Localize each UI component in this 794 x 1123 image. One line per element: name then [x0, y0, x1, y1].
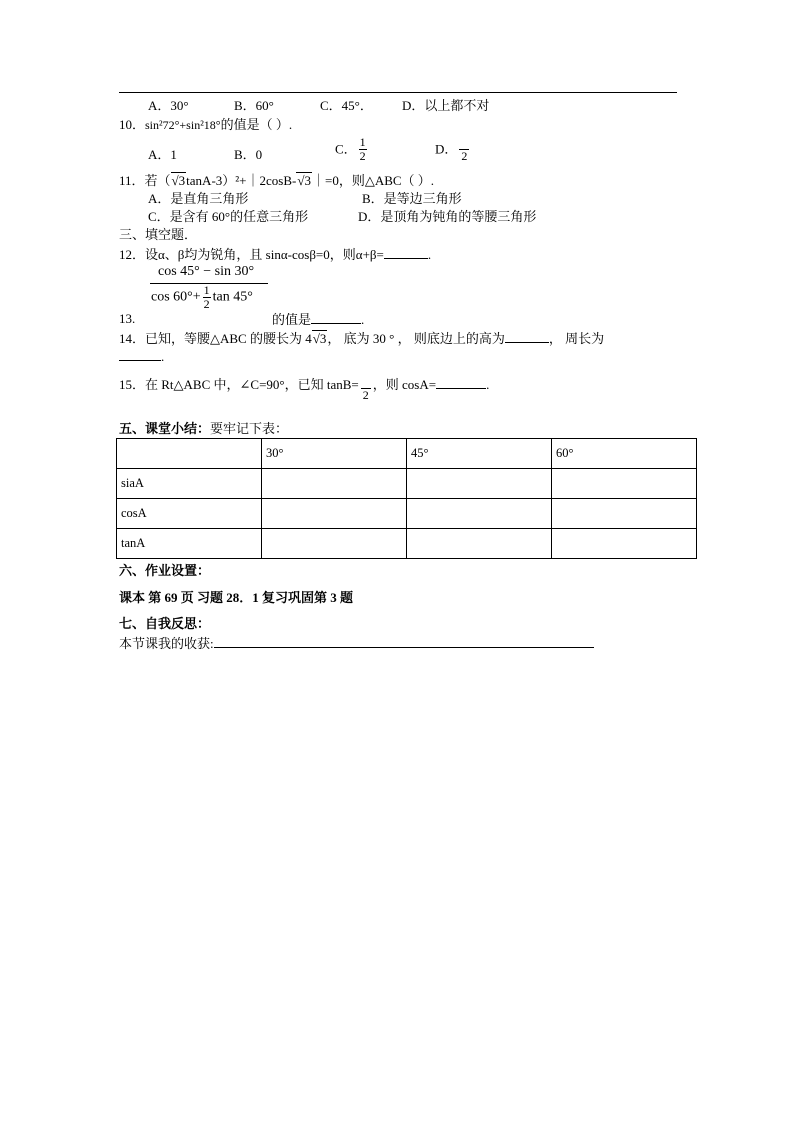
q14-part-3: ， 周长为: [548, 331, 605, 346]
section-7-heading: 七、自我反思：: [119, 616, 211, 631]
section-5-text: 要牢记下表：: [210, 421, 289, 436]
q11-option-b: B．是等边三角形: [362, 191, 462, 206]
section-5-heading: [119, 421, 288, 437]
q14-line-2: [119, 348, 164, 365]
q14-part-2: ， 底为 30 ° ， 则底边上的高为: [327, 331, 505, 346]
q11-part-2: ｜=0，则△ABC（ ）.: [311, 173, 435, 188]
q13-answer-blank[interactable]: [311, 311, 361, 324]
table-row: [117, 529, 697, 559]
q14-part-1: 14．已知，等腰△ABC 的腰长为 4: [119, 331, 312, 346]
q11-option-d: D．是顶角为钝角的等腰三角形: [358, 209, 537, 224]
reflection-blank[interactable]: [214, 635, 594, 648]
table-cell[interactable]: [407, 469, 552, 499]
q11-sqrt-2: √3: [297, 173, 311, 188]
table-cell[interactable]: [407, 529, 552, 559]
section-3-heading: 三、填空题．: [119, 227, 198, 242]
reflection-label: 本节课我的收获:: [119, 636, 214, 651]
q10-number: 10．: [119, 117, 146, 132]
q15-part-2: ，则 cosA=: [372, 377, 437, 392]
q13-numerator: cos 45° − sin 30°: [158, 264, 255, 279]
q11-option-c: C．是含有 60°的任意三角形: [148, 209, 309, 224]
q13-den-fraction: [203, 284, 211, 311]
q13-den-frac-num: 1: [203, 283, 210, 297]
q15-answer-blank[interactable]: [436, 376, 486, 389]
q11-sqrt-1: √3: [171, 173, 186, 188]
table-row: [117, 469, 697, 499]
table-row-label: siaA: [117, 469, 262, 499]
table-cell[interactable]: [262, 469, 407, 499]
table-cell[interactable]: [407, 499, 552, 529]
q9-option-a: A．30°: [148, 98, 189, 113]
q10-c-denominator: 2: [359, 149, 366, 163]
q13-text-label: 的值是: [272, 312, 312, 327]
table-cell[interactable]: [262, 529, 407, 559]
table-header-row: [117, 439, 697, 469]
summary-table: [116, 438, 697, 559]
q10-text: 的值是（ ）.: [220, 117, 293, 132]
q11-part-1: tanA-3）²+｜2cosB-: [186, 173, 297, 188]
q10-option-c: [335, 136, 369, 163]
table-header-cell: 60°: [552, 439, 697, 469]
q13-denominator: [151, 284, 253, 311]
q15-frac-num: [361, 375, 371, 389]
table-header-cell: 45°: [407, 439, 552, 469]
q10-c-numerator: 1: [359, 135, 366, 149]
table-header-cell: [117, 439, 262, 469]
table-cell[interactable]: [552, 469, 697, 499]
q15-part-1: 15．在 Rt△ABC 中，∠C=90°，已知 tanB=: [119, 377, 359, 392]
q14-sqrt-value: 3: [319, 331, 327, 346]
section-6-heading: 六、作业设置：: [119, 563, 211, 578]
q13-den-b: tan 45°: [212, 289, 253, 305]
q9-option-b: B．60°: [234, 98, 274, 113]
question-10: [119, 117, 292, 133]
q15-fraction: [361, 375, 371, 402]
question-12: [119, 246, 431, 263]
table-cell[interactable]: [552, 529, 697, 559]
q10-d-label: D．: [435, 141, 458, 157]
q10-option-d: [435, 136, 471, 163]
question-14: [119, 330, 604, 347]
table-row: [117, 499, 697, 529]
table-row-label: tanA: [117, 529, 262, 559]
q13-end: .: [361, 312, 365, 327]
q14-end: .: [161, 349, 165, 364]
homework-text: 课本 第 69 页 习题 28．1 复习巩固第 3 题: [119, 590, 354, 605]
table-cell[interactable]: [262, 499, 407, 529]
q12-text: 12．设α、β均为锐角，且 sinα-cosβ=0，则α+β=: [119, 247, 384, 262]
section-5-title: 五、课堂小结：: [119, 421, 211, 436]
q10-d-numerator: [459, 136, 469, 150]
q9-option-c: C．45°．: [320, 98, 373, 113]
q14-sqrt: √3: [312, 331, 327, 346]
q10-option-a: A．1: [148, 147, 177, 162]
q13-den-frac-den: 2: [203, 297, 210, 311]
q11-number: 11．若（: [119, 173, 171, 188]
q11-sqrt-2-value: 3: [304, 173, 311, 188]
q14-perimeter-blank[interactable]: [119, 348, 161, 361]
table-row-label: cosA: [117, 499, 262, 529]
q14-height-blank[interactable]: [505, 330, 549, 343]
header-rule: [119, 92, 677, 93]
reflection-line: [119, 635, 594, 652]
q10-expression: sin²72°+sin²18°: [145, 118, 221, 132]
q10-option-b: B．0: [234, 147, 263, 162]
table-cell[interactable]: [552, 499, 697, 529]
q15-end: .: [486, 377, 490, 392]
q10-d-fraction: [459, 136, 469, 163]
question-15: [119, 375, 489, 402]
q15-frac-den: 2: [362, 388, 369, 402]
question-11: [119, 173, 434, 189]
q11-sqrt-1-value: 3: [178, 173, 186, 188]
q12-answer-blank[interactable]: [384, 246, 428, 259]
q9-option-d: D．以上都不对: [402, 98, 490, 113]
q13-number: 13.: [119, 311, 136, 326]
q11-option-a: A．是直角三角形: [148, 191, 249, 206]
q13-den-a: cos 60°+: [151, 289, 201, 305]
q13-text: [272, 311, 364, 328]
q10-c-label: C．: [335, 141, 357, 157]
q10-d-denominator: 2: [461, 149, 468, 163]
q10-c-fraction: [359, 136, 367, 163]
q12-end: .: [427, 247, 432, 262]
table-header-cell: 30°: [262, 439, 407, 469]
